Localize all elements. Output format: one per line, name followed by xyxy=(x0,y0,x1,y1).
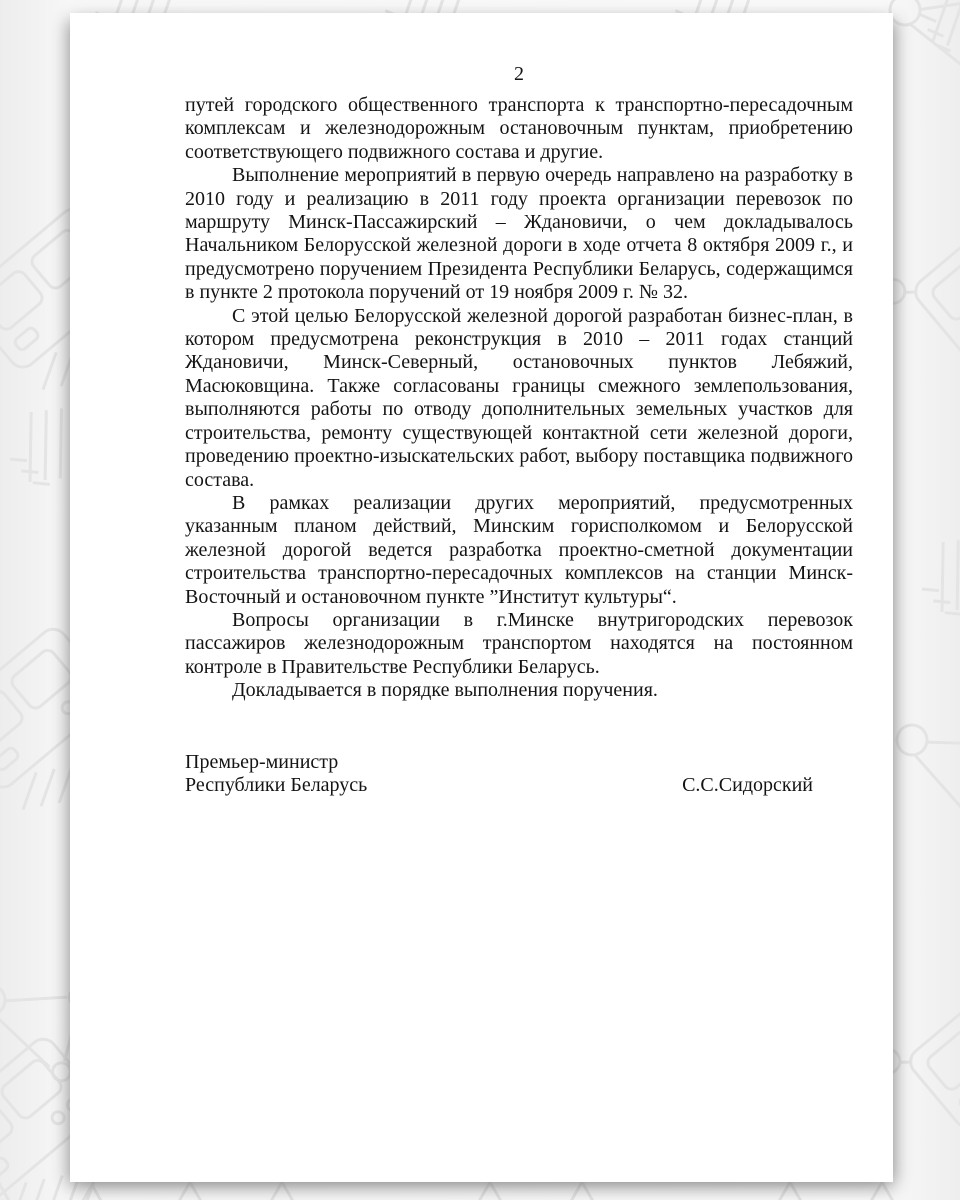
page-number: 2 xyxy=(514,63,524,85)
paragraph: Вопросы организации в г.Минске внутригородских перевозок пассажиров железнодорожным транспортом находятся на постоянном контроле в Правительстве Республики Беларусь. xyxy=(185,608,853,678)
nodes-doodle-icon xyxy=(892,649,960,844)
signature-title-line-1: Премьер-министр xyxy=(185,751,339,773)
signatory-name: С.С.Сидорский xyxy=(682,773,813,796)
document-page xyxy=(70,13,893,1182)
signature-title-line-2: Республики Беларусь xyxy=(185,773,368,796)
paragraph: В рамках реализации других мероприятий, предусмотренных указанным планом действий, Минским горисполкомом и Белорусской железной дорогой ведется разработка проектно-сметной документации строительства транспортно-пересадочных комплексов на станции Минск-Восточный и остановочном пункте ”Институт культуры“. xyxy=(185,491,853,608)
triangle-doodle-icon xyxy=(150,1182,322,1200)
paragraph: С этой целью Белорусской железной дорогой разработан бизнес-план, в котором предусмотрена реконструкция в 2010 – 2011 годах станций Ждановичи, Минск-Северный, остановочных пунктов Лебяжий, Масюковщина. Также согласованы границы смежного землепользования, выполняются работы по отводу дополнительных земельных участков для строительства, ремонту существующей контактной сети железной дороги, проведению проектно-изыскательских работ, выбору поставщика подвижного состава. xyxy=(185,304,853,491)
signature-block xyxy=(185,751,853,796)
triangle-doodle-icon xyxy=(450,1182,622,1200)
document-body xyxy=(185,94,853,703)
paragraph: Докладывается в порядке выполнения поручения. xyxy=(232,679,658,702)
paragraph: путей городского общественного транспорта к транспортно-пересадочным комплексам и железнодорожным остановочным пунктам, приобретению соответствующего подвижного состава и другие. xyxy=(185,94,853,163)
hatch-doodle-icon xyxy=(907,521,960,631)
triangle-doodle-icon xyxy=(750,1182,922,1200)
paragraph: Выполнение мероприятий в первую очередь направлено на разработку в 2010 году и реализацию в 2011 году проекта организации перевозок по маршруту Минск-Пассажирский – Ждановичи, о чем докладывалось Начальником Белорусской железной дороги в ходе отчета 8 октября 2009 г., и предусмотрено поручением Президента Республики Беларусь, содержащимся в пункте 2 протокола поручений от 19 ноября 2009 г. № 32. xyxy=(185,164,853,304)
